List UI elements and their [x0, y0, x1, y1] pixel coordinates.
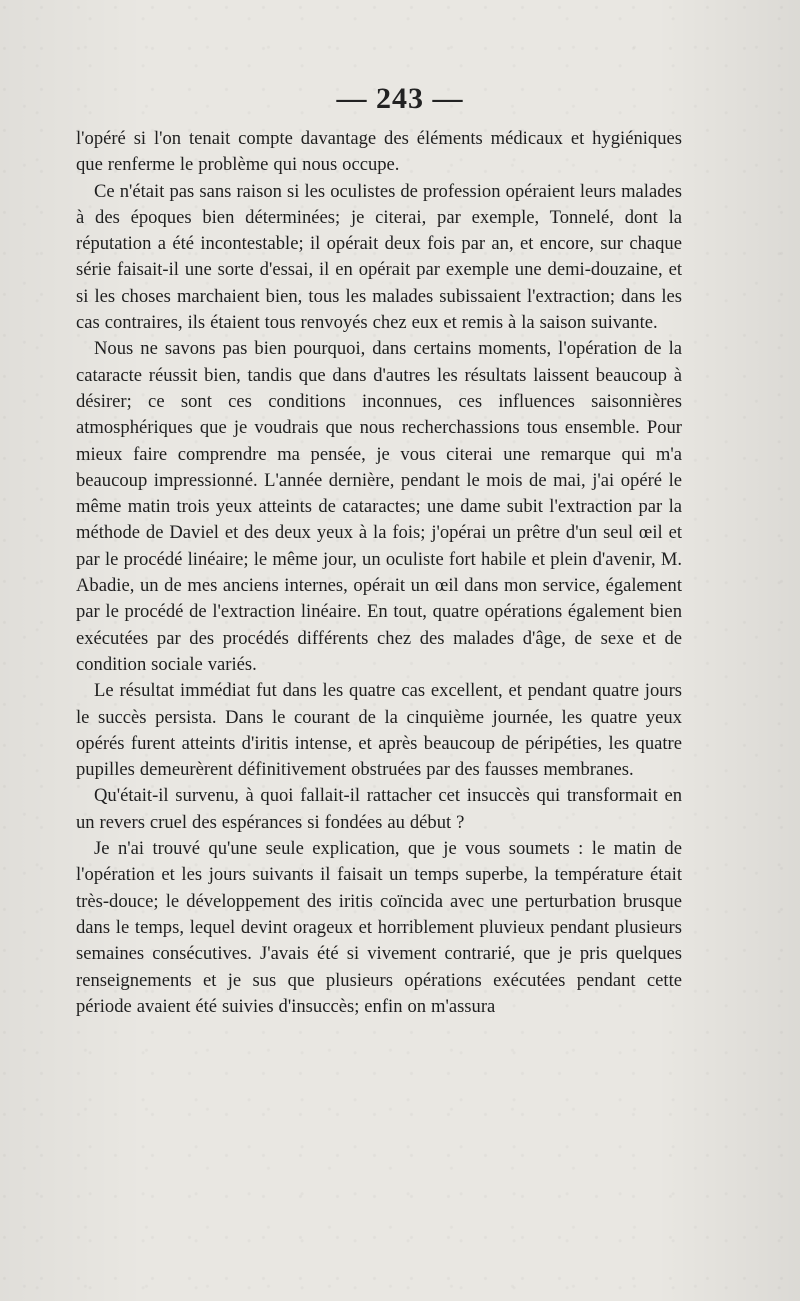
paragraph-4: Le résultat immédiat fut dans les quatre cas excellent, et pendant quatre jours le succès persista. Dans le courant de la cinquième journée, les quatre yeux opérés furent atteints d'iritis intense, et après beaucoup de péripéties, les quatre pupilles demeurèrent définitivement obstruées par des fausses membranes.	[76, 680, 682, 781]
paragraph-2: Ce n'était pas sans raison si les oculistes de profession opéraient leurs malades à des époques bien déterminées; je citerai, par exemple, Tonnelé, dont la réputation a été incontestable; il opérait deux fois par an, et encore, sur chaque série faisait-il une sorte d'essai, il en opérait par exemple une demi-douzaine, et si les choses marchaient bien, tous les malades subissaient l'extraction; dans les cas contraires, ils étaient tous renvoyés chez eux et remis à la saison suivante.	[76, 180, 682, 334]
page-number-header: — 243 —	[336, 82, 464, 115]
paragraph-6: Je n'ai trouvé qu'une seule explication, que je vous soumets : le matin de l'opération et les jours suivants il faisait un temps superbe, la température était très-douce; le développement des iritis coïncida avec une perturbation brusque dans le temps, lequel devint orageux et horriblement pluvieux pendant plusieurs semaines consécutives. J'avais été si vivement contrarié, que je pris quelques renseignements et je sus que plusieurs opérations exécutées pendant cette période avaient été suivies d'insuccès; enfin on m'assura	[76, 838, 682, 1017]
paragraph-5: Qu'était-il survenu, à quoi fallait-il rattacher cet insuccès qui transformait en un revers cruel des espérances si fondées au début ?	[76, 785, 682, 833]
page-body-text	[76, 126, 682, 1020]
paragraph-3: Nous ne savons pas bien pourquoi, dans certains moments, l'opération de la cataracte réussit bien, tandis que dans d'autres les résultats laissent beaucoup à désirer; ce sont ces conditions inconnues, ces influences saisonnières atmosphériques que je voudrais que nous recherchassions tous ensemble. Pour mieux faire comprendre ma pensée, je vous citerai une remarque qui m'a beaucoup impressionné. L'année dernière, pendant le mois de mai, j'ai opéré le même matin trois yeux atteints de cataractes; une dame subit l'extraction par la méthode de Daviel et des deux yeux à la fois; j'opérai un prêtre d'un seul œil et par le procédé linéaire; le même jour, un oculiste fort habile et plein d'avenir, M. Abadie, un de mes anciens internes, opérait un œil dans mon service, également par le procédé de l'extraction linéaire. En tout, quatre opérations également bien exécutées par des procédés différents chez des malades d'âge, de sexe et de condition sociale variés.	[76, 338, 682, 675]
paragraph-1: l'opéré si l'on tenait compte davantage des éléments médicaux et hygiéniques que renferme le problème qui nous occupe.	[76, 128, 682, 176]
